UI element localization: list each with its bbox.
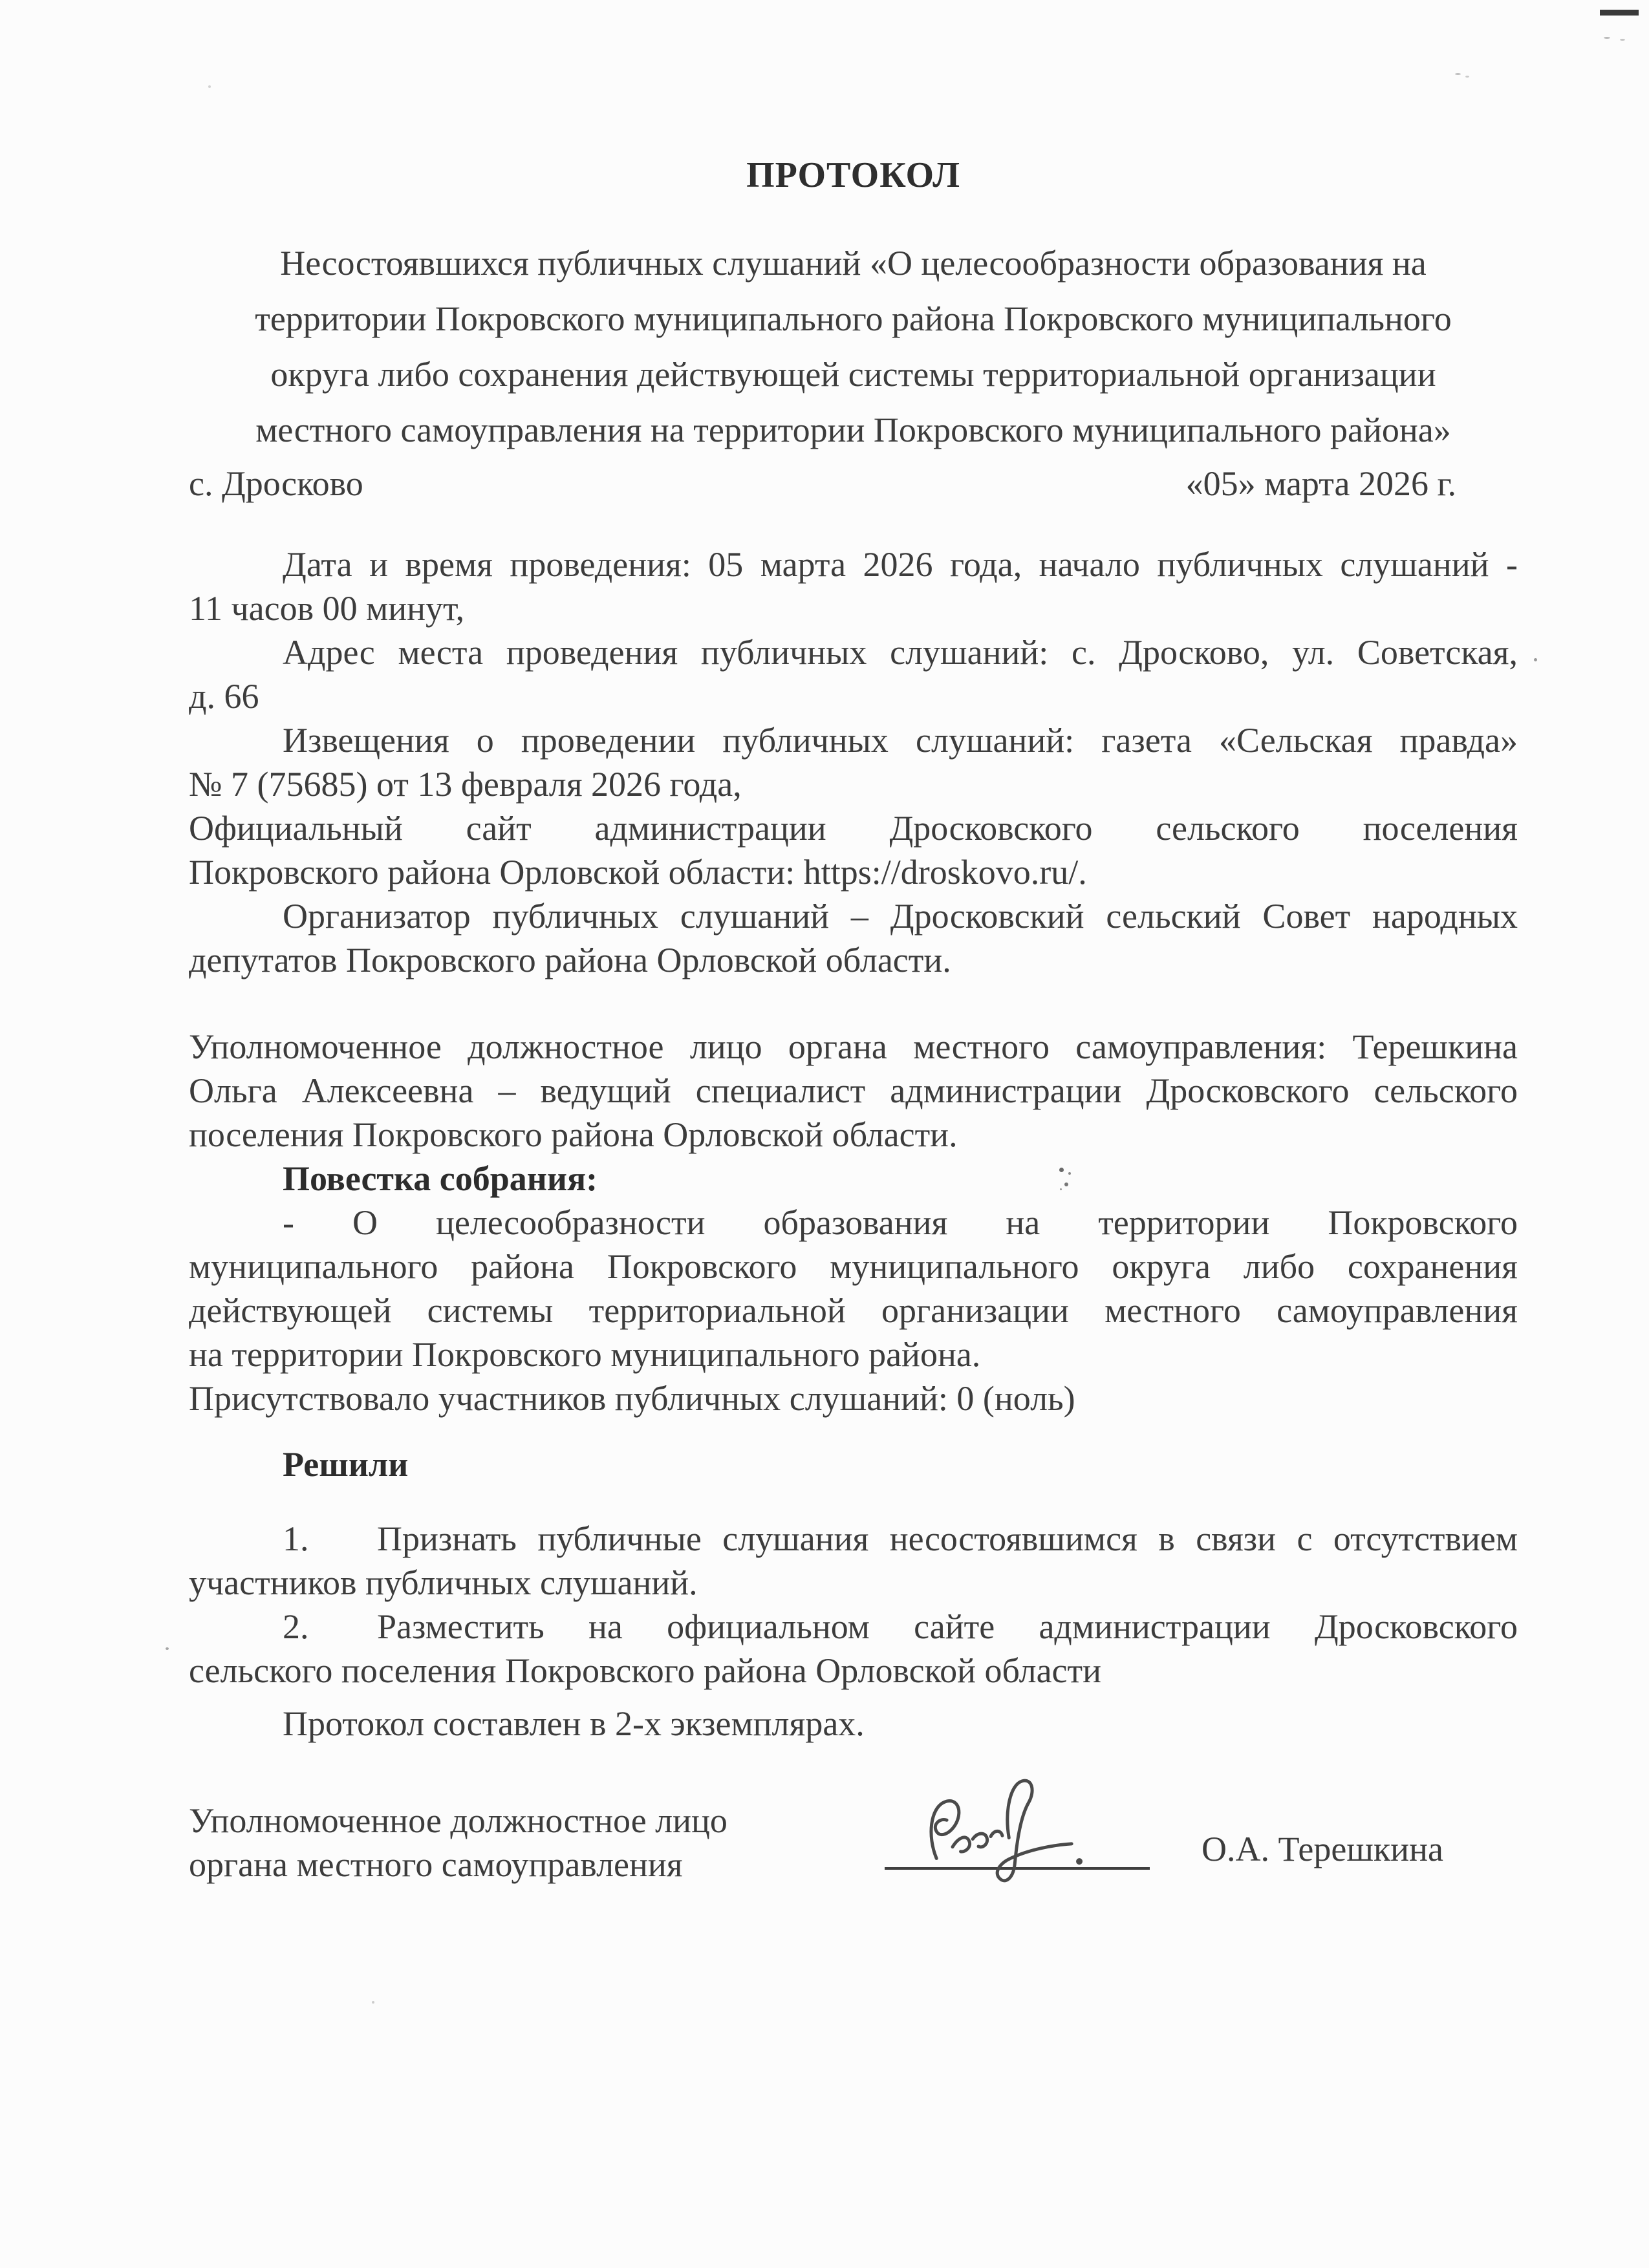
subtitle-line: округа либо сохранения действующей системы территориальной организации: [270, 355, 1436, 394]
section-heading: Повестка собрания:: [283, 1159, 598, 1198]
handwritten-signature: [892, 1771, 1099, 1901]
paragraph-spacer: [189, 1693, 1518, 1702]
scan-artifact: [1604, 37, 1610, 39]
signatory-name: О.А. Терешкина: [1202, 1830, 1443, 1868]
subtitle-line: местного самоуправления на территории Покровского муниципального района»: [255, 411, 1451, 449]
scan-artifact: [1068, 1172, 1071, 1175]
scan-artifact: [372, 2001, 374, 2004]
list-item-number: 1.: [283, 1519, 309, 1558]
text-line: муниципального района Покровского муниципального округа либо сохранения: [189, 1247, 1518, 1286]
section-heading: Решили: [283, 1445, 409, 1484]
place-label: с. Дросково: [189, 464, 363, 503]
text-line: Организатор публичных слушаний – Дросковский сельский Совет народных: [283, 897, 1518, 936]
document-body: [189, 542, 1518, 1746]
text-line: Уполномоченное должностное лицо органа местного самоуправления: Терешкина: [189, 1027, 1518, 1066]
scan-artifact: [1064, 1182, 1068, 1186]
scan-artifact: [1455, 73, 1461, 75]
text-line: поселения Покровского района Орловской области.: [189, 1115, 958, 1154]
scan-artifact: [1534, 658, 1537, 661]
list-item: [189, 1605, 1518, 1649]
scan-artifact: [1059, 1168, 1064, 1172]
paragraph-spacer: [189, 982, 1518, 1025]
text-line: - О целесообразности образования на территории Покровского: [283, 1203, 1518, 1242]
text-line: действующей системы территориальной организации местного самоуправления: [189, 1291, 1518, 1330]
scan-artifact: [1600, 10, 1639, 16]
subtitle-line: Несостоявшихся публичных слушаний «О целесообразности образования на: [280, 244, 1427, 283]
text-line: на территории Покровского муниципального района.: [189, 1335, 981, 1374]
text-line: Адрес места проведения публичных слушаний: с. Дросково, ул. Советская,: [283, 633, 1518, 672]
paragraph-spacer: [189, 1420, 1518, 1442]
subtitle-line: территории Покровского муниципального района Покровского муниципального: [255, 299, 1452, 338]
document-subtitle: [189, 235, 1518, 458]
text-line: д. 66: [189, 677, 259, 716]
scan-artifact: [1465, 76, 1469, 78]
signatory-role: [189, 1799, 885, 1887]
date-label: «05» марта 2026 г.: [1185, 464, 1456, 503]
text-line: Официальный сайт администрации Дросковского сельского поселения: [189, 809, 1518, 848]
text-line: сельского поселения Покровского района Орловской области: [189, 1651, 1102, 1690]
scan-artifact: [208, 85, 211, 88]
signature-block: [189, 1770, 1518, 1887]
signatory-role-line: Уполномоченное должностное лицо: [189, 1801, 727, 1840]
text-line: Протокол составлен в 2-х экземплярах.: [283, 1704, 865, 1743]
text-line: Извещения о проведении публичных слушаний: газета «Сельская правда»: [283, 721, 1518, 760]
text-line: депутатов Покровского района Орловской области.: [189, 941, 951, 979]
signature-line: [885, 1770, 1150, 1870]
text-line: № 7 (75685) от 13 февраля 2026 года,: [189, 765, 742, 804]
scan-artifact: [1620, 39, 1625, 41]
place-date-row: [189, 462, 1518, 506]
text-line: Присутствовало участников публичных слушаний: 0 (ноль): [189, 1379, 1075, 1418]
paragraph-spacer: [189, 1486, 1518, 1517]
scan-artifact: [166, 1647, 169, 1650]
list-item-text: Признать публичные слушания несостоявшимся в связи с отсутствием: [377, 1519, 1518, 1558]
text-line: Ольга Алексеевна – ведущий специалист администрации Дросковского сельского: [189, 1071, 1518, 1110]
text-line: Дата и время проведения: 05 марта 2026 года, начало публичных слушаний -: [283, 545, 1518, 584]
list-item: [189, 1517, 1518, 1561]
text-line: участников публичных слушаний.: [189, 1563, 698, 1602]
list-item-text: Разместить на официальном сайте администрации Дросковского: [377, 1607, 1518, 1646]
signatory-role-line: органа местного самоуправления: [189, 1845, 683, 1884]
list-item-number: 2.: [283, 1607, 309, 1646]
document-title: ПРОТОКОЛ: [746, 155, 960, 195]
scan-artifact: [1060, 1188, 1062, 1190]
text-line: 11 часов 00 минут,: [189, 589, 465, 628]
text-line: Покровского района Орловской области: https://droskovo.ru/.: [189, 853, 1087, 892]
